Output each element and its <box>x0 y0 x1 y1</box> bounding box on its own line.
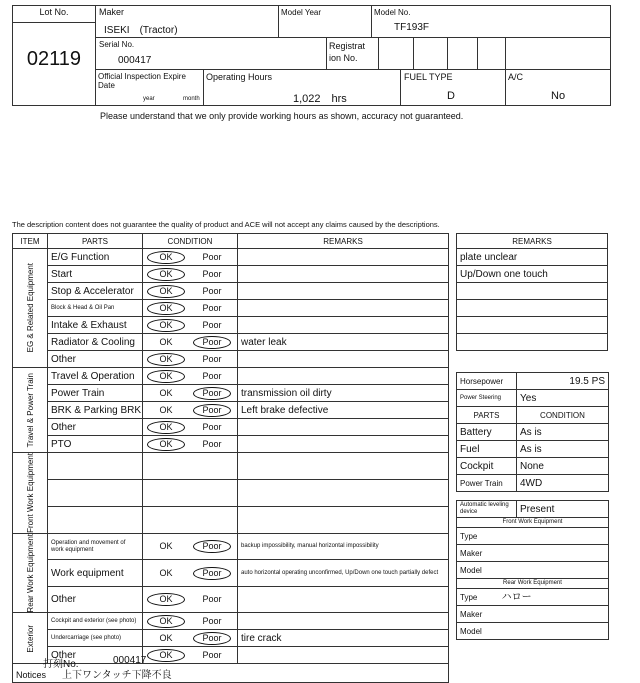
power-steering-value: Yes <box>517 390 609 407</box>
poor-mark: Poor <box>202 268 222 279</box>
table-row <box>13 300 449 317</box>
front-type-label: Type <box>457 528 609 545</box>
serial-label: Serial No. <box>99 40 135 49</box>
condition-cell <box>143 249 238 266</box>
ok-mark: OK <box>147 370 185 383</box>
ok-mark: OK <box>159 632 173 643</box>
ok-mark: OK <box>147 251 185 264</box>
ok-mark: OK <box>147 649 185 662</box>
fuel-value: As is <box>517 441 609 458</box>
remark-cell: backup impossibility, manual horizontal impossibility <box>238 533 449 560</box>
condition-cell <box>143 402 238 419</box>
table-row <box>13 436 449 453</box>
poor-mark: Poor <box>202 421 222 432</box>
maker-value: ISEKI (Tractor) <box>104 25 178 36</box>
group-label: Exterior <box>25 624 35 653</box>
table-row <box>13 317 449 334</box>
model-year-label: Model Year <box>281 8 322 17</box>
condition-cell <box>143 560 238 587</box>
condition-cell <box>143 613 238 630</box>
right-remark-1: plate unclear <box>457 249 608 266</box>
part-name: Start <box>48 266 143 283</box>
ok-mark: OK <box>147 302 185 315</box>
remark-cell <box>238 249 449 266</box>
poor-mark: Poor <box>202 594 222 605</box>
part-name: PTO <box>48 436 143 453</box>
rear-type-label: Type <box>460 592 478 602</box>
model-no-value: TF193F <box>394 22 430 33</box>
month-label: month <box>183 96 200 102</box>
table-row <box>13 630 449 647</box>
table-row <box>13 560 449 587</box>
ok-mark: OK <box>159 387 173 398</box>
part-name: Work equipment <box>48 560 143 587</box>
remark-cell <box>238 479 449 506</box>
poor-mark: Poor <box>202 615 222 626</box>
ok-mark: OK <box>159 404 173 415</box>
battery-label: Battery <box>457 424 517 441</box>
cockpit-label: Cockpit <box>457 458 517 475</box>
hours-note: Please understand that we only provide working hours as shown, accuracy not guaranteed. <box>100 111 464 121</box>
condition-cell <box>143 334 238 351</box>
group-label: EG & Related Equipment <box>25 263 35 353</box>
rear-model-label: Model <box>457 623 609 640</box>
poor-mark: Poor <box>193 404 231 417</box>
poor-mark: Poor <box>202 302 222 313</box>
battery-value: As is <box>517 424 609 441</box>
remark-cell <box>238 453 449 480</box>
condition-cell <box>143 453 238 480</box>
group-label: Travel & Power Train <box>25 372 35 448</box>
group-label: Rear Work Equipment <box>25 533 35 613</box>
rear-work-label: Rear Work Equipment <box>457 579 609 589</box>
condition-cell <box>143 385 238 402</box>
power-train-value: 4WD <box>517 475 609 492</box>
lot-label: Lot No. <box>39 7 69 17</box>
table-row <box>13 479 449 506</box>
remark-cell <box>238 317 449 334</box>
poor-mark: Poor <box>202 649 222 660</box>
poor-mark: Poor <box>202 370 222 381</box>
remark-cell <box>238 368 449 385</box>
remark-cell <box>238 300 449 317</box>
auto-leveling-label: Automatic leveling device <box>457 501 517 518</box>
part-name <box>48 506 143 533</box>
poor-mark: Poor <box>193 336 231 349</box>
remark-cell: auto horizontal operating unconfirmed, Up/Down one touch partially defect <box>238 560 449 587</box>
part-name: Travel & Operation <box>48 368 143 385</box>
ok-mark: OK <box>147 285 185 298</box>
part-name: Other <box>48 647 143 664</box>
stamp-value: 000417 <box>113 655 147 666</box>
front-work-label: Front Work Equipment <box>457 518 609 528</box>
ok-mark: OK <box>147 615 185 628</box>
condition-cell <box>143 647 238 664</box>
table-row <box>13 385 449 402</box>
remark-cell <box>238 351 449 368</box>
table-row <box>13 506 449 533</box>
model-no-label: Model No. <box>374 8 411 17</box>
condition-cell <box>143 586 238 613</box>
part-name: Operation and movement of work equipment <box>48 533 143 560</box>
part-name: BRK & Parking BRK <box>48 402 143 419</box>
notices-label: Notices <box>16 669 47 680</box>
remarks-col-header: REMARKS <box>238 234 449 249</box>
group-label: Front Work Equipment <box>25 453 35 533</box>
lot-number: 02119 <box>26 48 82 70</box>
part-name: E/G Function <box>48 249 143 266</box>
maker-label: Maker <box>99 7 125 17</box>
table-row <box>13 402 449 419</box>
horsepower-value: 19.5 PS <box>517 373 609 390</box>
part-name: Other <box>48 351 143 368</box>
condition-cell <box>143 630 238 647</box>
notices-value: 上下ワンタッチ下降不良 <box>62 669 172 681</box>
poor-mark: Poor <box>202 251 222 262</box>
front-maker-label: Maker <box>457 545 609 562</box>
remark-cell <box>238 586 449 613</box>
hours-value: 1,022 hrs <box>293 93 347 105</box>
power-train-label: Power Train <box>457 475 517 492</box>
remark-cell <box>238 613 449 630</box>
ac-value: No <box>551 90 566 102</box>
poor-mark: Poor <box>193 387 231 400</box>
table-row <box>13 283 449 300</box>
ok-mark: OK <box>147 421 185 434</box>
poor-mark: Poor <box>202 438 222 449</box>
ok-mark: OK <box>147 319 185 332</box>
table-row <box>13 351 449 368</box>
ok-mark: OK <box>159 336 173 347</box>
ok-mark: OK <box>147 268 185 281</box>
remark-cell: water leak <box>238 334 449 351</box>
table-row <box>13 266 449 283</box>
remark-cell <box>238 266 449 283</box>
remark-cell <box>238 436 449 453</box>
rear-maker-label: Maker <box>457 606 609 623</box>
registration-label: Registrat ion No. <box>329 41 366 63</box>
part-name <box>48 453 143 480</box>
front-model-label: Model <box>457 562 609 579</box>
table-row <box>13 586 449 613</box>
ac-label: A/C <box>508 72 524 82</box>
condition-cell <box>143 506 238 533</box>
table-row <box>13 453 449 480</box>
ok-mark: OK <box>147 353 185 366</box>
fuel-label: Fuel <box>457 441 517 458</box>
part-name: Other <box>48 419 143 436</box>
parts-col-header: PARTS <box>48 234 143 249</box>
condition-cell <box>143 368 238 385</box>
serial-value: 000417 <box>118 55 152 66</box>
table-row <box>13 613 449 630</box>
poor-mark: Poor <box>193 632 231 645</box>
inspection-label: Official Inspection Expire Date <box>98 72 186 90</box>
part-name: Undercarriage (see photo) <box>48 630 143 647</box>
condition-label: CONDITION <box>517 407 609 424</box>
auto-leveling-value: Present <box>517 501 609 518</box>
right-remarks-label: REMARKS <box>457 234 608 249</box>
poor-mark: Poor <box>202 285 222 296</box>
condition-cell <box>143 317 238 334</box>
condition-cell <box>143 436 238 453</box>
right-remark-2: Up/Down one touch <box>457 266 608 283</box>
table-row <box>13 533 449 560</box>
condition-cell <box>143 283 238 300</box>
condition-cell <box>143 419 238 436</box>
part-name: Stop & Accelerator <box>48 283 143 300</box>
table-row <box>13 368 449 385</box>
part-name: Radiator & Cooling <box>48 334 143 351</box>
remark-cell: transmission oil dirty <box>238 385 449 402</box>
remark-cell <box>238 283 449 300</box>
part-name: Other <box>48 586 143 613</box>
condition-cell <box>143 479 238 506</box>
parts-label: PARTS <box>457 407 517 424</box>
fuel-type-label: FUEL TYPE <box>404 72 453 82</box>
remark-cell <box>238 647 449 664</box>
poor-mark: Poor <box>202 353 222 364</box>
disclaimer: The description content does not guarantee the quality of product and ACE will not accept any claims caused by the descriptions. <box>12 220 440 229</box>
poor-mark: Poor <box>193 540 231 553</box>
condition-cell <box>143 300 238 317</box>
item-col-header: ITEM <box>13 234 48 249</box>
hours-label: Operating Hours <box>206 72 273 82</box>
poor-mark: Poor <box>202 319 222 330</box>
part-name: Power Train <box>48 385 143 402</box>
table-row <box>13 334 449 351</box>
fuel-type-value: D <box>447 90 455 102</box>
part-name: Intake & Exhaust <box>48 317 143 334</box>
remark-cell: tire crack <box>238 630 449 647</box>
cockpit-value: None <box>517 458 609 475</box>
part-name <box>48 479 143 506</box>
year-label: year <box>143 96 155 102</box>
power-steering-label: Power Steering <box>457 390 517 407</box>
rear-type-value: ハロー <box>501 591 532 603</box>
table-row <box>13 249 449 266</box>
poor-mark: Poor <box>193 567 231 580</box>
stamp-label: 打刻No. <box>43 659 79 670</box>
table-row <box>13 419 449 436</box>
horsepower-label: Horsepower <box>457 373 517 390</box>
ok-mark: OK <box>159 541 173 552</box>
condition-col-header: CONDITION <box>143 234 238 249</box>
part-name: Cockpit and exterior (see photo) <box>48 613 143 630</box>
condition-cell <box>143 266 238 283</box>
remark-cell <box>238 506 449 533</box>
condition-cell <box>143 533 238 560</box>
ok-mark: OK <box>147 593 185 606</box>
remark-cell: Left brake defective <box>238 402 449 419</box>
condition-cell <box>143 351 238 368</box>
ok-mark: OK <box>147 438 185 451</box>
ok-mark: OK <box>159 567 173 578</box>
part-name: Block & Head & Oil Pan <box>48 300 143 317</box>
remark-cell <box>238 419 449 436</box>
condition-table <box>12 233 449 683</box>
